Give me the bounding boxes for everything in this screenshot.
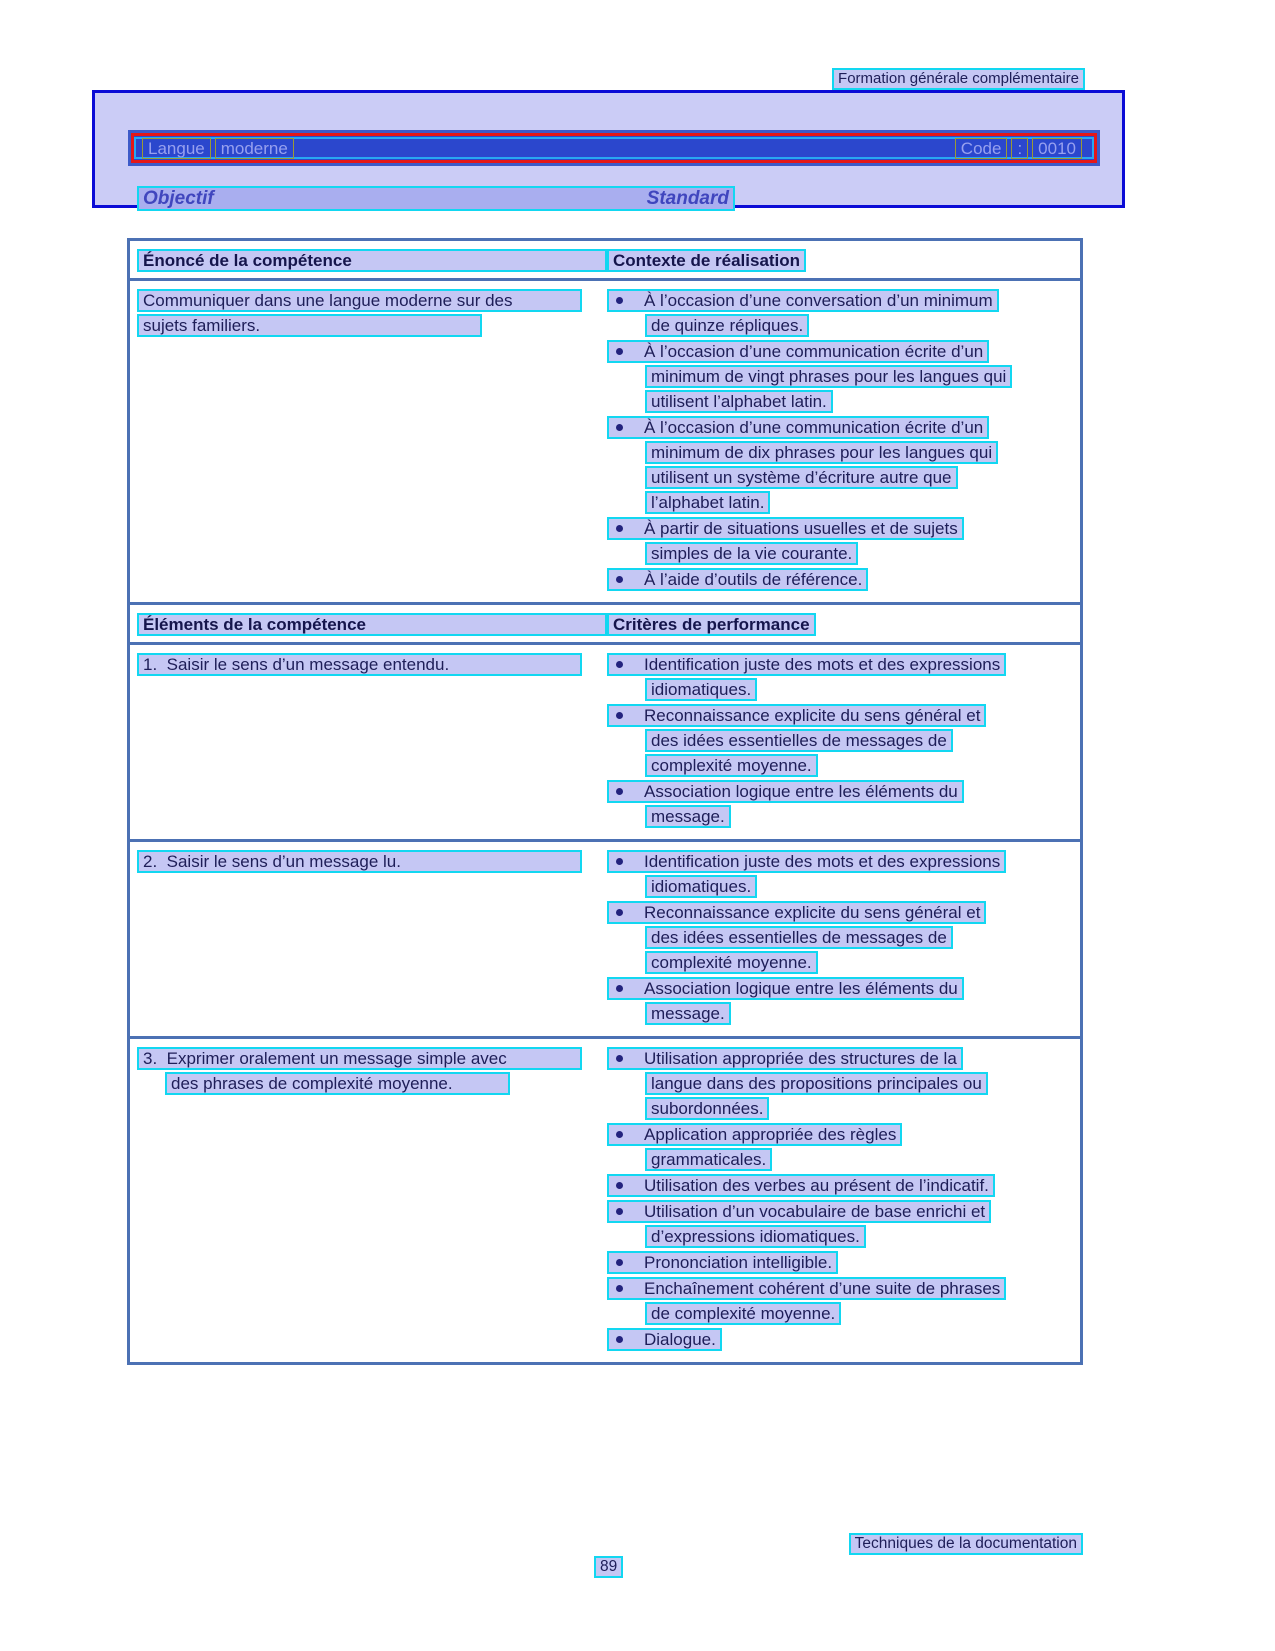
bullet-item <box>607 1123 1080 1171</box>
bullet-icon <box>616 712 623 719</box>
standard-heading: Standard <box>646 188 729 209</box>
text-line: 2. Saisir le sens d’un message lu. <box>137 850 582 873</box>
bullet-item <box>607 289 1080 337</box>
text-line: À l’occasion d’une conversation d’un minimum <box>607 289 999 312</box>
title-panel <box>92 90 1125 208</box>
text-line: simples de la vie courante. <box>645 542 858 565</box>
bullet-item <box>607 1277 1080 1325</box>
text-line: Prononciation intelligible. <box>607 1251 838 1274</box>
bullet-item <box>607 653 1080 701</box>
bullet-icon <box>616 1055 623 1062</box>
text-line: Association logique entre les éléments du <box>607 780 964 803</box>
criteres-bullet-list-1 <box>607 653 1080 831</box>
text-line: grammaticales. <box>645 1148 772 1171</box>
banner-word: 0010 <box>1032 138 1082 159</box>
text-line: Utilisation d’un vocabulaire de base enrichi et <box>607 1200 991 1223</box>
bullet-icon <box>616 297 623 304</box>
text-line: Reconnaissance explicite du sens général et <box>607 704 986 727</box>
text-line: de complexité moyenne. <box>645 1302 841 1325</box>
bullet-icon <box>616 1259 623 1266</box>
text-line: Reconnaissance explicite du sens général et <box>607 901 986 924</box>
banner-text-line <box>134 137 1094 159</box>
competence-statement <box>130 289 607 594</box>
text-line: sujets familiers. <box>137 314 482 337</box>
text-line: d’expressions idiomatiques. <box>645 1225 866 1248</box>
bullet-item <box>607 850 1080 898</box>
text-line: langue dans des propositions principales ou <box>645 1072 988 1095</box>
competence-row <box>130 281 1080 602</box>
course-code <box>955 138 1086 159</box>
text-line: À l’occasion d’une communication écrite d’un <box>607 416 989 439</box>
text-line: Enchaînement cohérent d’une suite de phrases <box>607 1277 1006 1300</box>
text-line: À l’aide d’outils de référence. <box>607 568 868 591</box>
bullet-item <box>607 1174 1080 1197</box>
bullet-item <box>607 517 1080 565</box>
bullet-item <box>607 568 1080 591</box>
bullet-item <box>607 340 1080 413</box>
text-line: utilisent l’alphabet latin. <box>645 390 833 413</box>
banner-word: Code <box>955 138 1008 159</box>
bullet-icon <box>616 1208 623 1215</box>
col-header-elements: Éléments de la compétence <box>137 613 607 636</box>
bullet-item <box>607 1328 1080 1351</box>
text-line: Application appropriée des règles <box>607 1123 902 1146</box>
text-line: Association logique entre les éléments du <box>607 977 964 1000</box>
bullet-icon <box>616 909 623 916</box>
banner-word: moderne <box>215 138 294 159</box>
section-headings-row <box>137 186 735 211</box>
bullet-item <box>607 1047 1080 1120</box>
text-line: Identification juste des mots et des expressions <box>607 850 1006 873</box>
element-row-1 <box>130 645 1080 839</box>
text-line: minimum de vingt phrases pour les langues qui <box>645 365 1012 388</box>
element-statement-2 <box>130 850 607 1028</box>
col-header-contexte: Contexte de réalisation <box>607 249 806 272</box>
text-line: utilisent un système d’écriture autre que <box>645 466 958 489</box>
element-row-3 <box>130 1036 1080 1362</box>
bullet-icon <box>616 1131 623 1138</box>
bullet-item <box>607 780 1080 828</box>
banner-word: : <box>1011 138 1028 159</box>
page-number: 89 <box>594 1556 623 1578</box>
footer-program-name: Techniques de la documentation <box>849 1533 1083 1555</box>
text-line: À l’occasion d’une communication écrite d’un <box>607 340 989 363</box>
text-line: subordonnées. <box>645 1097 769 1120</box>
text-line: Utilisation appropriée des structures de la <box>607 1047 963 1070</box>
text-line: message. <box>645 1002 731 1025</box>
banner-red-outline <box>131 133 1097 163</box>
text-line: des phrases de complexité moyenne. <box>165 1072 510 1095</box>
text-line: À partir de situations usuelles et de sujets <box>607 517 964 540</box>
running-header: Formation générale complémentaire <box>832 68 1085 90</box>
elements-table-header <box>130 605 1080 645</box>
bullet-icon <box>616 661 623 668</box>
text-line: idiomatiques. <box>645 678 757 701</box>
element-statement-3 <box>130 1047 607 1354</box>
criteres-bullet-list-2 <box>607 850 1080 1028</box>
elements-table <box>127 602 1083 1365</box>
bullet-icon <box>616 1182 623 1189</box>
text-line: complexité moyenne. <box>645 754 818 777</box>
text-line: 1. Saisir le sens d’un message entendu. <box>137 653 582 676</box>
col-header-criteres: Critères de performance <box>607 613 816 636</box>
col-header-enonce: Énoncé de la compétence <box>137 249 607 272</box>
objectif-heading: Objectif <box>143 188 214 209</box>
text-line: Utilisation des verbes au présent de l’indicatif. <box>607 1174 995 1197</box>
course-title <box>142 138 298 159</box>
text-line: Dialogue. <box>607 1328 722 1351</box>
course-banner <box>128 130 1100 166</box>
bullet-item <box>607 704 1080 777</box>
bullet-icon <box>616 525 623 532</box>
bullet-icon <box>616 576 623 583</box>
bullet-icon <box>616 1285 623 1292</box>
bullet-item <box>607 1251 1080 1274</box>
competence-table-header <box>130 241 1080 281</box>
element-row-2 <box>130 839 1080 1036</box>
banner-word: Langue <box>142 138 211 159</box>
text-line: Identification juste des mots et des expressions <box>607 653 1006 676</box>
text-line: l’alphabet latin. <box>645 491 770 514</box>
criteres-bullet-list-3 <box>607 1047 1080 1354</box>
competence-table <box>127 238 1083 605</box>
text-line: message. <box>645 805 731 828</box>
contexte-bullet-list <box>607 289 1080 594</box>
bullet-icon <box>616 858 623 865</box>
text-line: idiomatiques. <box>645 875 757 898</box>
bullet-icon <box>616 348 623 355</box>
text-line: des idées essentielles de messages de <box>645 729 953 752</box>
bullet-item <box>607 977 1080 1025</box>
bullet-item <box>607 1200 1080 1248</box>
bullet-item <box>607 416 1080 514</box>
text-line: minimum de dix phrases pour les langues qui <box>645 441 998 464</box>
text-line: Communiquer dans une langue moderne sur des <box>137 289 582 312</box>
element-statement-1 <box>130 653 607 831</box>
bullet-icon <box>616 1336 623 1343</box>
bullet-item <box>607 901 1080 974</box>
text-line: des idées essentielles de messages de <box>645 926 953 949</box>
bullet-icon <box>616 424 623 431</box>
text-line: de quinze répliques. <box>645 314 809 337</box>
text-line: 3. Exprimer oralement un message simple avec <box>137 1047 582 1070</box>
text-line: complexité moyenne. <box>645 951 818 974</box>
bullet-icon <box>616 985 623 992</box>
bullet-icon <box>616 788 623 795</box>
